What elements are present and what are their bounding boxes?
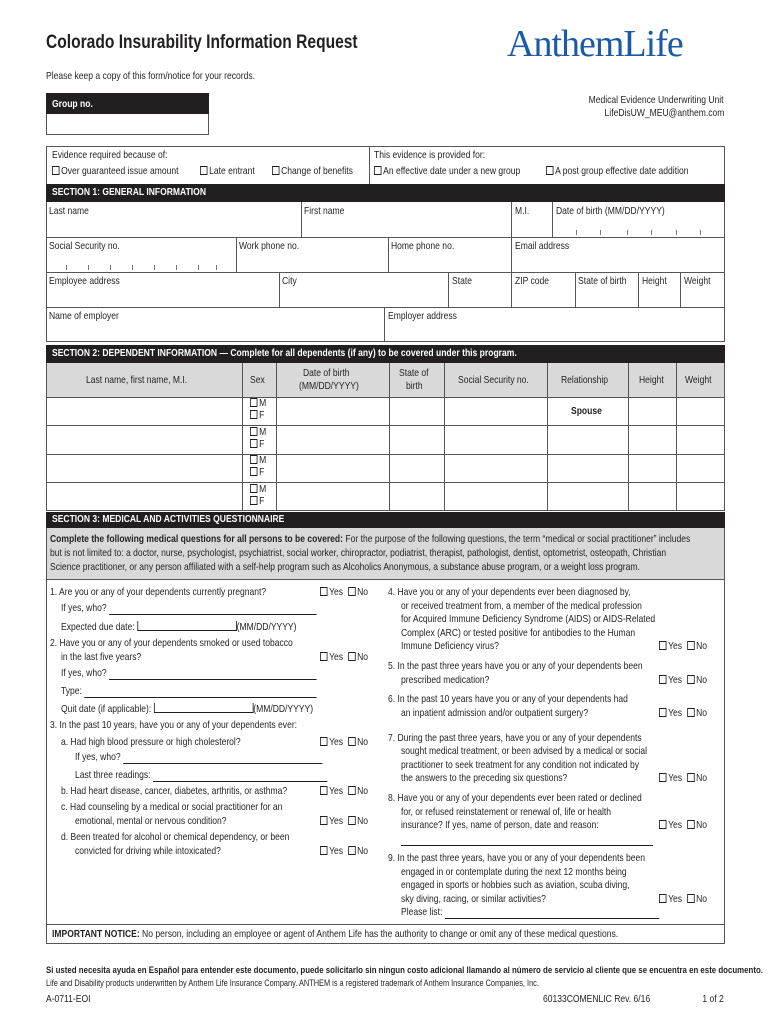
checkbox[interactable]	[546, 166, 553, 175]
evidence-required-label: Evidence required because of:	[52, 150, 168, 161]
q8-line3: insurance? If yes, name of person, date and reason:	[401, 820, 599, 831]
col-sob-1: State of	[399, 368, 429, 379]
group-no-label: Group no.	[52, 99, 93, 110]
employer-address-field[interactable]: Employer address	[388, 311, 457, 322]
q9-yes-no[interactable]: Yes No	[659, 893, 707, 906]
q9-line2: engaged in or contemplate during the next 12 months being	[401, 867, 627, 878]
q4-line3: for Acquired Immune Deficiency Syndrome (AIDS) or AIDS-Related	[401, 614, 656, 625]
checkbox[interactable]	[52, 166, 59, 175]
opt-new-group[interactable]: An effective date under a new group	[374, 165, 520, 178]
height-field[interactable]: Height	[642, 276, 667, 287]
q4-line2: or received treatment from, a member of the medical profession	[401, 601, 642, 612]
keep-copy-note: Please keep a copy of this form/notice for your records.	[46, 71, 256, 82]
q8-answer-line[interactable]	[401, 845, 653, 846]
q3d-line1: d. Been treated for alcohol or chemical dependency, or been	[61, 832, 290, 843]
q3a-yes-no[interactable]: Yes No	[320, 736, 368, 749]
q5-line1: 5. In the past three years have you or any of your dependents been	[388, 661, 643, 672]
underwriting-unit: Medical Evidence Underwriting Unit	[589, 95, 724, 106]
q4-line4: Complex (ARC) or tested positive for antibodies to the Human	[401, 628, 636, 639]
q8-yes-no[interactable]: Yes No	[659, 819, 707, 832]
form-number: A-0711-EOI	[46, 994, 91, 1005]
city-field[interactable]: City	[282, 276, 297, 287]
q9-line1: 9. In the past three years, have you or any of your dependents been	[388, 853, 646, 864]
work-phone-field[interactable]: Work phone no.	[239, 241, 300, 252]
q3a: a. Had high blood pressure or high cholesterol?	[61, 737, 241, 748]
sex-row-4[interactable]: M F	[250, 484, 266, 508]
q4-yes-no[interactable]: Yes No	[659, 640, 707, 653]
weight-field[interactable]: Weight	[684, 276, 711, 287]
q2-line2: in the last five years?	[61, 652, 142, 663]
col-height: Height	[639, 375, 664, 386]
q2-quit-date[interactable]: Quit date (if applicable): (MM/DD/YYYY)	[61, 704, 314, 715]
mi-field[interactable]: M.I.	[515, 206, 530, 217]
employer-name-field[interactable]: Name of employer	[49, 311, 119, 322]
q5-yes-no[interactable]: Yes No	[659, 674, 707, 687]
spanish-notice: Si usted necesita ayuda en Español para entender este documento, puede solicitarlo sin ningun costo adicional llamando al número de servicio al cliente que se encuentra en este documento.	[46, 965, 763, 976]
intro-line-2: but is not limited to: a doctor, nurse, psychologist, psychiatrist, social worker, chiropractor, podiatrist, therapist, pathologist, dentist, optometrist, osteopath, Christian	[50, 548, 667, 559]
intro-line-1: Complete the following medical questions for all persons to be covered: For the purpose of the following questions, the term “medical or social practitioner” includes	[50, 534, 691, 545]
q1-yes-no[interactable]: Yes No	[320, 586, 368, 599]
anthem-life-logo	[507, 22, 683, 66]
q2-who[interactable]: If yes, who?	[61, 667, 316, 680]
last-name-field[interactable]: Last name	[49, 206, 89, 217]
state-birth-field[interactable]: State of birth	[578, 276, 627, 287]
first-name-field[interactable]: First name	[304, 206, 345, 217]
q1-who[interactable]: If yes, who?	[61, 602, 316, 615]
col-name: Last name, first name, M.I.	[86, 375, 188, 386]
q3a-who[interactable]: If yes, who?	[75, 751, 322, 764]
state-field[interactable]: State	[452, 276, 472, 287]
q3d-yes-no[interactable]: Yes No	[320, 845, 368, 858]
legal-notice: Life and Disability products underwritten by Anthem Life Insurance Company. ANTHEM is a registered trademark of Anthem Insurance Companies, Inc.	[46, 978, 539, 988]
opt-late-entrant[interactable]: Late entrant	[200, 165, 255, 178]
checkbox[interactable]	[374, 166, 381, 175]
q6-line2: an inpatient admission and/or outpatient surgery?	[401, 708, 589, 719]
q4-line5: Immune Deficiency virus?	[401, 641, 499, 652]
opt-over-guaranteed[interactable]: Over guaranteed issue amount	[52, 165, 178, 178]
home-phone-field[interactable]: Home phone no.	[391, 241, 455, 252]
col-ssn: Social Security no.	[458, 375, 529, 386]
group-no-field[interactable]	[46, 114, 209, 135]
q9-line4: sky diving, racing, or similar activities?	[401, 894, 546, 905]
revision: 60133COMENLIC Rev. 6/16	[542, 994, 650, 1005]
underwriting-email: LifeDisUW_MEU@anthem.com	[604, 108, 724, 119]
sex-row-1[interactable]: M F	[250, 398, 266, 422]
page-number: 1 of 2	[702, 994, 724, 1005]
q5-line2: prescribed medication?	[401, 675, 490, 686]
col-dob-2: (MM/DD/YYYY)	[299, 381, 359, 392]
col-sob-2: birth	[406, 381, 423, 392]
q4-line1: 4. Have you or any of your dependents ever been diagnosed by,	[388, 587, 631, 598]
q7-line4: the answers to the preceding six questions?	[401, 773, 568, 784]
q3c-line2: emotional, mental or nervous condition?	[75, 816, 227, 827]
section1-header: SECTION 1: GENERAL INFORMATION	[46, 184, 725, 202]
q7-line1: 7. During the past three years, have you or any of your dependents	[388, 733, 642, 744]
dob-field[interactable]: Date of birth (MM/DD/YYYY)	[556, 206, 665, 217]
opt-change-benefits[interactable]: Change of benefits	[272, 165, 353, 178]
evidence-provided-label: This evidence is provided for:	[374, 150, 486, 161]
q7-line2: sought medical treatment, or been advised by a medical or social	[401, 746, 648, 757]
q9-please-list[interactable]: Please list:	[401, 906, 659, 919]
q1: 1. Are you or any of your dependents currently pregnant?	[50, 587, 267, 598]
q3d-line2: convicted for driving while intoxicated?	[75, 846, 221, 857]
sex-row-3[interactable]: M F	[250, 455, 266, 479]
q2-yes-no[interactable]: Yes No	[320, 651, 368, 664]
q9-line3: engaged in sports or hobbies such as aviation, scuba diving,	[401, 880, 630, 891]
q1-due-date[interactable]: Expected due date: (MM/DD/YYYY)	[61, 622, 297, 633]
col-dob-1: Date of birth	[303, 368, 350, 379]
opt-post-group[interactable]: A post group effective date addition	[546, 165, 689, 178]
spouse-label: Spouse	[571, 406, 602, 417]
q8-line1: 8. Have you or any of your dependents ever been rated or declined	[388, 793, 642, 804]
q3c-line1: c. Had counseling by a medical or social practitioner for an	[61, 802, 283, 813]
q2-line1: 2. Have you or any of your dependents smoked or used tobacco	[50, 638, 293, 649]
section2-header: SECTION 2: DEPENDENT INFORMATION — Complete for all dependents (if any) to be covered under this program.	[46, 345, 725, 363]
checkbox[interactable]	[200, 166, 207, 175]
col-sex: Sex	[250, 375, 265, 386]
logo-text: AnthemLife	[507, 23, 683, 65]
zip-field[interactable]: ZIP code	[515, 276, 550, 287]
q7-line3: practitioner to seek treatment for any condition not indicated by	[401, 760, 640, 771]
col-weight: Weight	[685, 375, 712, 386]
sex-row-2[interactable]: M F	[250, 427, 266, 451]
ssn-field[interactable]: Social Security no.	[49, 241, 120, 252]
q6-line1: 6. In the past 10 years have you or any of your dependents had	[388, 694, 628, 705]
page-title: Colorado Insurability Information Request	[46, 32, 358, 53]
q2-type[interactable]: Type:	[61, 685, 317, 698]
q8-line2: for, or refused reinstatement or renewal of, life or health	[401, 807, 611, 818]
intro-line-3: Science practitioner, or any person affiliated with a self-help program such as Alcoholics Anonymous, a substance abuse program, or a weight loss program.	[50, 562, 640, 573]
section3-header: SECTION 3: MEDICAL AND ACTIVITIES QUESTIONNAIRE	[46, 512, 725, 528]
col-relationship: Relationship	[561, 375, 609, 386]
q3b: b. Had heart disease, cancer, diabetes, arthritis, or asthma?	[61, 786, 288, 797]
q3c-yes-no[interactable]: Yes No	[320, 815, 368, 828]
q3a-readings[interactable]: Last three readings:	[75, 769, 327, 782]
q6-yes-no[interactable]: Yes No	[659, 707, 707, 720]
employee-address-field[interactable]: Employee address	[49, 276, 120, 287]
checkbox[interactable]	[272, 166, 279, 175]
q3b-yes-no[interactable]: Yes No	[320, 785, 368, 798]
q3: 3. In the past 10 years, have you or any of your dependents ever:	[50, 720, 298, 731]
email-field[interactable]: Email address	[515, 241, 570, 252]
q7-yes-no[interactable]: Yes No	[659, 772, 707, 785]
important-notice: IMPORTANT NOTICE: No person, including an employee or agent of Anthem Life has the authority to change or omit any of these medical questions.	[52, 929, 619, 940]
